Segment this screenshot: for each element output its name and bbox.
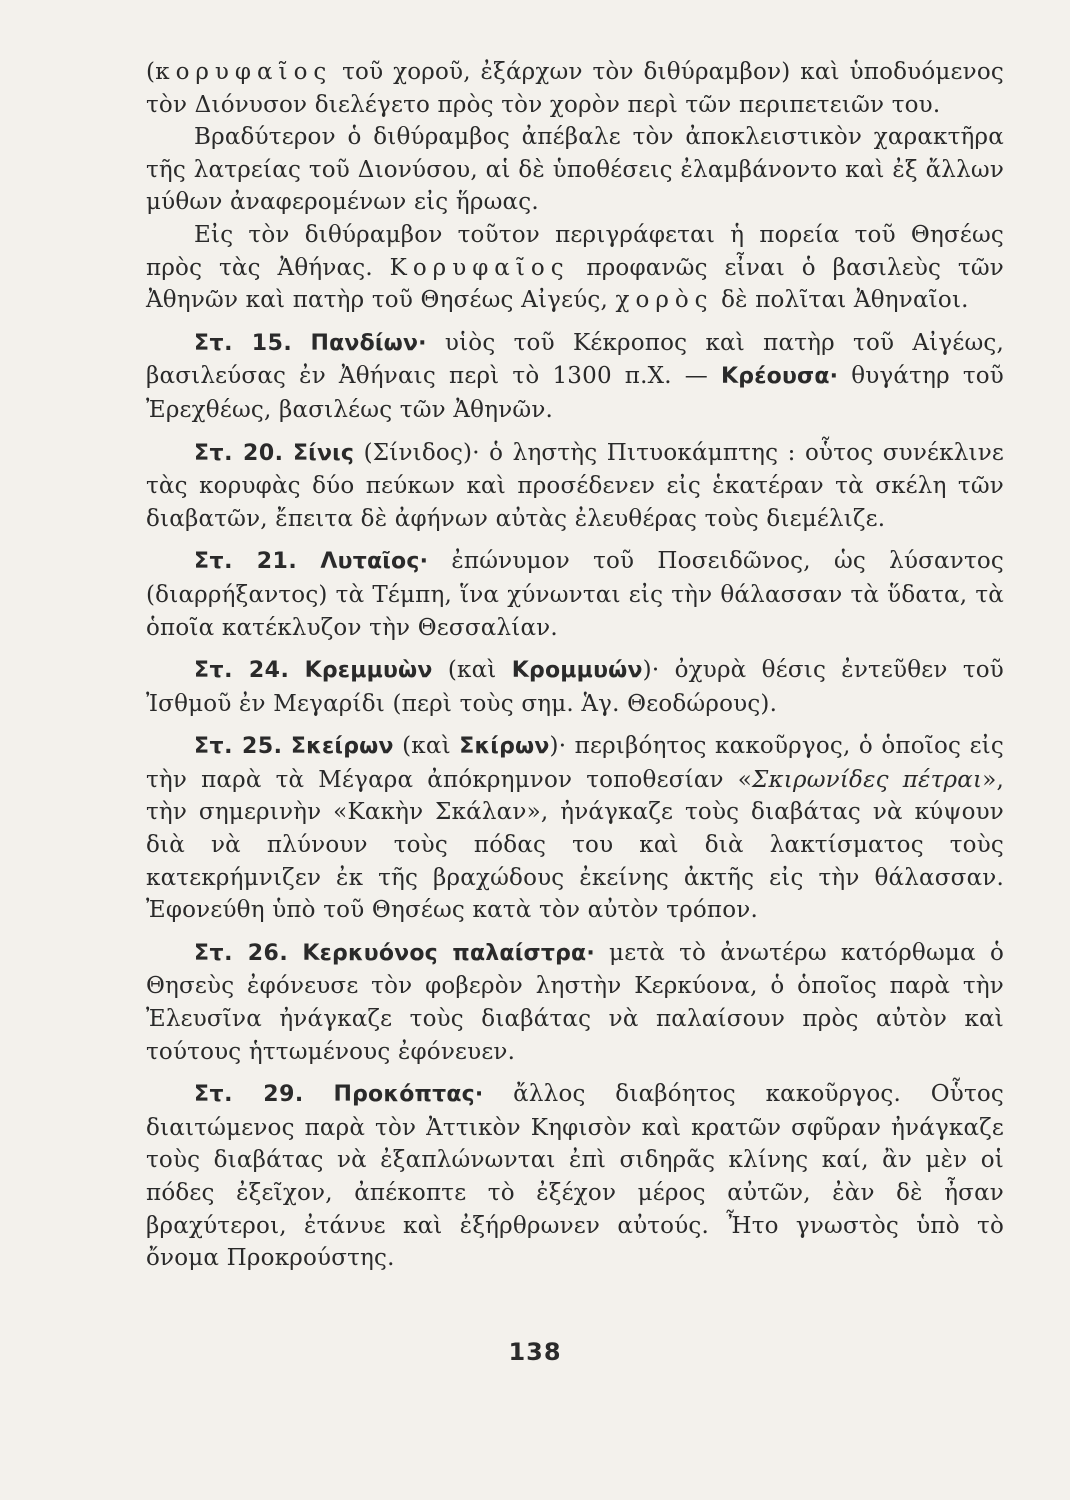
entry-stanza-24 [146, 654, 1004, 720]
entry-headword: Λυταῖος· [320, 549, 429, 575]
stanza-number: Στ. 29. [194, 1082, 304, 1108]
intro-paragraph-3 [146, 219, 1004, 317]
stanza-number: Στ. 15. [194, 330, 293, 356]
entry-text: ἐπώνυμον τοῦ Ποσειδῶνος, ὡς λύσαντος (διαρρήξαντος) τὰ Τέμπη, ἵνα χύνωνται εἰς τὴν θάλασσαν τὰ ὕδατα, τὰ ὁποῖα κατέκλυζον τὴν Θεσσαλίαν. [146, 548, 1004, 641]
stanza-number: Στ. 25. [194, 734, 283, 760]
entry-text-2: )· περιβόητος κακοῦργος, ὁ ὁποῖος εἰς τὴν παρὰ τὰ Μέγαρα ἀπόκρημνον τοποθεσίαν « [146, 733, 1004, 793]
entry-headword-2: Κρομμυών [511, 658, 643, 684]
entry-headword: Κερκυόνος παλαίστρα· [302, 940, 595, 966]
entry-text: (καὶ [432, 657, 512, 684]
page-number: 138 [508, 1338, 562, 1366]
entry-text: (καὶ [393, 733, 460, 760]
entry-text-2: θυγάτηρ τοῦ Ἐρεχθέως, βασιλέως τῶν Ἀθηνῶν. [146, 363, 1004, 423]
entry-text: ἄλλος διαβόητος κακοῦργος. Οὗτος διαιτώμενος παρὰ τὸν Ἀττικὸν Κηφισὸν καὶ κρατῶν σφῦραν ἠνάγκαζε τοὺς διαβάτας νὰ ἐξαπλώνωνται ἐπὶ σιδηρᾶς κλίνης καί, ἂν μὲν οἱ πόδες ἐξεῖχον, ἀπέκοπτε τὸ ἐξέχον μέρος αὐτῶν, ἐὰν δὲ ἦσαν βραχύτεροι, ἐτάνυε καὶ ἐξήρθρωνεν αὐτούς. Ἦτο γνωστὸς ὑπὸ τὸ ὄνομα Προκρούστης. [146, 1081, 1005, 1272]
entry-stanza-29 [146, 1078, 1004, 1275]
entry-text-3: », τὴν σημερινὴν «Κακὴν Σκάλαν», ἠνάγκαζε τοὺς διαβάτας νὰ κύψουν διὰ νὰ πλύνουν τοὺς πόδας του καὶ διὰ λακτίσματος τοὺς κατεκρήμνιζεν ἐκ τῆς βραχώδους ἐκείνης ἀκτῆς εἰς τὴν θάλασσαν. Ἐφονεύθη ὑπὸ τοῦ Θησέως κατὰ τὸν αὐτὸν τρόπον. [146, 766, 1004, 924]
entry-stanza-26 [146, 937, 1004, 1068]
entry-text: (Σίνιδος)· ὁ ληστὴς Πιτυοκάμπτης : οὗτος συνέκλινε τὰς κορυφὰς δύο πεύκων καὶ προσέδενεν εἰς ἑκατέραν τὰ σκέλη τῶν διαβατῶν, ἔπειτα δὲ ἀφήνων αὐτὰς ἐλευθέρας τοὺς διεμέλιζε. [146, 439, 1004, 532]
intro-p1-spaced-term: κορυφαῖος [155, 59, 333, 85]
entry-headword: Κρεμμυὼν [304, 658, 433, 684]
entry-stanza-15 [146, 327, 1004, 427]
stanza-number: Στ. 20. [194, 440, 284, 466]
intro-p3-text-b: προφανῶς εἶναι ὁ βασιλεὺς τῶν Ἀθηνῶν καὶ πατὴρ τοῦ Θησέως Αἰγεύς, [146, 254, 1004, 314]
entry-stanza-20 [146, 437, 1004, 536]
intro-p3-text-c: δὲ πολῖται Ἀθηναῖοι. [713, 287, 969, 314]
intro-p1-open: ( [146, 59, 156, 85]
intro-p3-spaced-term-2: χορὸς [615, 287, 714, 314]
entry-headword-2: Κρέουσα· [721, 364, 839, 390]
stanza-number: Στ. 26. [194, 940, 289, 966]
entry-headword: Σκείρων [290, 734, 394, 760]
entry-stanza-21 [146, 545, 1004, 644]
entry-headword-2: Σκίρων [459, 734, 550, 760]
entry-italic-phrase: Σκιρωνίδες πέτραι [752, 766, 983, 793]
entry-headword: Πανδίων· [310, 330, 427, 356]
intro-p3-spaced-term-1: Κορυφαῖος [389, 254, 570, 281]
stanza-number: Στ. 21. [194, 549, 298, 575]
entry-headword: Προκόπτας· [333, 1082, 484, 1108]
intro-p1-text: τοῦ χοροῦ, ἐξάρχων τὸν διθύραμβον) καὶ ὑποδυόμενος τὸν Διόνυσον διελέγετο πρὸς τὸν χορὸν περὶ τῶν περιπετειῶν του. [146, 59, 1004, 118]
entry-text-2: )· ὀχυρὰ θέσις ἐντεῦθεν τοῦ Ἰσθμοῦ ἐν Μεγαρίδι (περὶ τοὺς σημ. Ἁγ. Θεοδώρους). [146, 657, 1004, 717]
intro-paragraph-1 [146, 56, 1004, 121]
stanza-number: Στ. 24. [194, 658, 290, 684]
entry-text: υἱὸς τοῦ Κέκροπος καὶ πατὴρ τοῦ Αἰγέως, βασιλεύσας ἐν Ἀθήναις περὶ τὸ 1300 π.Χ. — [146, 329, 1005, 390]
intro-p3-text-a: Εἰς τὸν διθύραμβον τοῦτον περιγράφεται ἡ πορεία τοῦ Θησέως πρὸς τὰς Ἀθήνας. [146, 221, 1004, 281]
text-column [146, 56, 1004, 1275]
entry-stanza-25 [146, 730, 1004, 927]
intro-paragraph-2: Βραδύτερον ὁ διθύραμβος ἀπέβαλε τὸν ἀποκλειστικὸν χαρακτῆρα τῆς λατρείας τοῦ Διονύσου, αἱ δὲ ὑποθέσεις ἐλαμβάνοντο καὶ ἐξ ἄλλων μύθων ἀναφερομένων εἰς ἥρωας. [146, 124, 1004, 216]
entry-headword: Σίνις [292, 440, 355, 466]
entry-text: μετὰ τὸ ἀνωτέρω κατόρθωμα ὁ Θησεὺς ἐφόνευσε τὸν φοβερὸν ληστὴν Κερκύονα, ὁ ὁποῖος παρὰ τὴν Ἐλευσῖνα ἠνάγκαζε τοὺς διαβάτας νὰ παλαίσουν πρὸς αὐτὸν καὶ τούτους ἡττωμένους ἐφόνευεν. [146, 939, 1004, 1065]
